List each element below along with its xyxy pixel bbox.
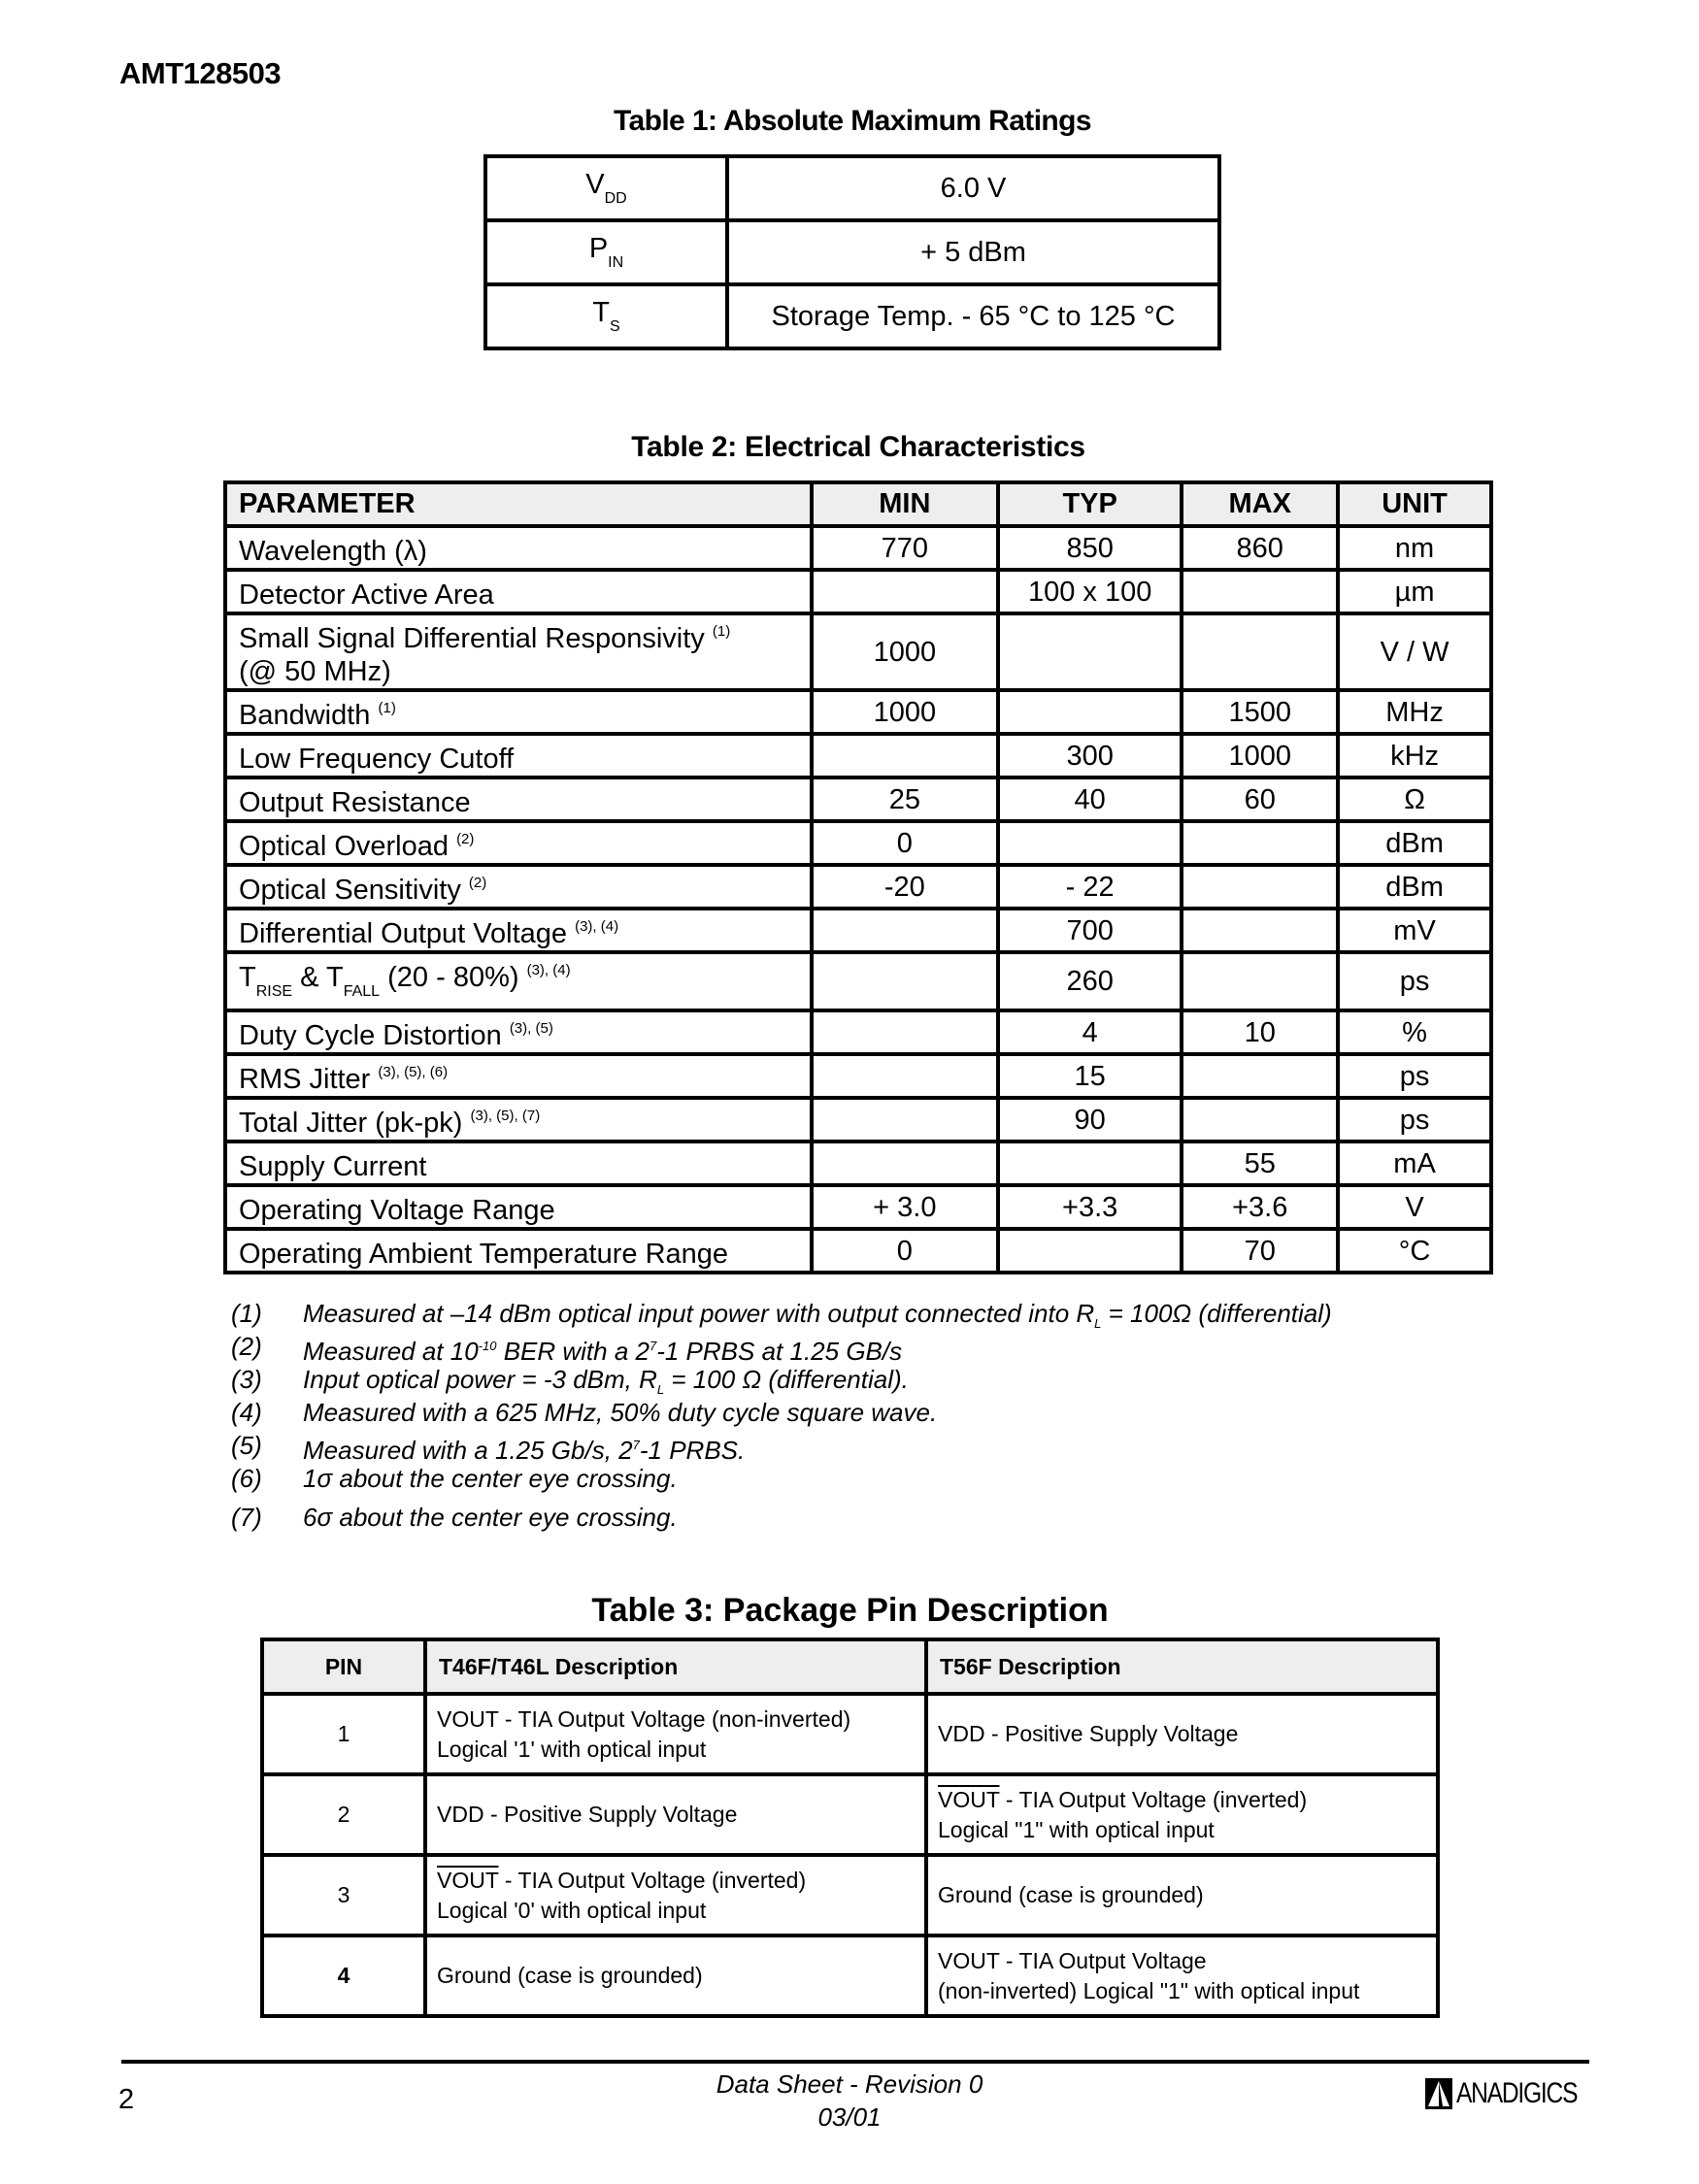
description-line1: - TIA Output Voltage (inverted) — [999, 1786, 1308, 1812]
param-text: Optical Overload — [239, 831, 449, 862]
footnote-ref: (3), (4) — [575, 918, 619, 935]
text: Input optical power = -3 dBm, R — [303, 1365, 657, 1394]
description-line1: VOUT - TIA Output Voltage — [938, 1947, 1207, 1973]
footnote — [231, 1330, 1332, 1366]
typ-cell: 700 — [998, 909, 1182, 952]
unit-cell: mV — [1338, 909, 1491, 952]
max-cell: +3.6 — [1182, 1185, 1338, 1229]
footnote-text — [303, 1330, 903, 1366]
table-row — [225, 909, 1491, 952]
header-t56-description: T56F Description — [926, 1639, 1438, 1694]
unit-cell: µm — [1338, 570, 1491, 613]
footnote-ref: (3), (5), (6) — [378, 1064, 449, 1080]
param-text: & T — [292, 962, 344, 993]
t46-description-cell — [425, 1774, 926, 1855]
table-row — [225, 865, 1491, 909]
parameter-cell — [225, 1229, 812, 1273]
table-row — [225, 1142, 1491, 1185]
table-row — [262, 1774, 1438, 1855]
typ-cell — [998, 1142, 1182, 1185]
typ-cell — [998, 1229, 1182, 1273]
pin-number-cell: 4 — [262, 1936, 425, 2016]
max-cell — [1182, 821, 1338, 865]
pin-number-cell: 3 — [262, 1855, 425, 1936]
min-cell: + 3.0 — [812, 1185, 998, 1229]
unit-cell: MHz — [1338, 690, 1491, 734]
logo-triangle-icon — [1425, 2078, 1452, 2109]
parameter-cell — [225, 778, 812, 821]
t56-description-cell — [926, 1774, 1438, 1855]
min-cell: 1000 — [812, 690, 998, 734]
max-cell: 1000 — [1182, 734, 1338, 778]
table-row — [225, 734, 1491, 778]
header-parameter: PARAMETER — [225, 482, 812, 526]
footnote-text — [303, 1501, 678, 1534]
table-row — [225, 952, 1491, 1010]
min-cell — [812, 952, 998, 1010]
min-cell: 25 — [812, 778, 998, 821]
footnote-number: (6) — [231, 1464, 262, 1493]
description-line1: Ground (case is grounded) — [938, 1882, 1204, 1907]
min-cell: 0 — [812, 1229, 998, 1273]
subscript: L — [656, 1382, 665, 1397]
max-cell: 10 — [1182, 1010, 1338, 1054]
max-cell: 70 — [1182, 1229, 1338, 1273]
unit-cell: Ω — [1338, 778, 1491, 821]
param-text: Supply Current — [239, 1151, 427, 1182]
description-line1: VOUT - TIA Output Voltage (non-inverted) — [437, 1705, 851, 1732]
description-line1: VDD - Positive Supply Voltage — [938, 1721, 1239, 1746]
unit-cell: V — [1338, 1185, 1491, 1229]
param-text: Total Jitter (pk-pk) — [239, 1108, 463, 1139]
unit-cell: kHz — [1338, 734, 1491, 778]
typ-cell: +3.3 — [998, 1185, 1182, 1229]
footnote — [231, 1429, 1332, 1465]
max-cell — [1182, 909, 1338, 952]
revision-date: 03/01 — [817, 2102, 882, 2132]
absolute-max-ratings-table — [483, 154, 1221, 350]
text: Measured at 10 — [303, 1337, 479, 1366]
t46-description-cell — [425, 1855, 926, 1936]
table-row — [262, 1855, 1438, 1936]
symbol-subscript: S — [610, 318, 620, 335]
footnote-number: (1) — [231, 1299, 262, 1328]
pin-number-cell: 1 — [262, 1694, 425, 1774]
footnote-text — [303, 1363, 909, 1396]
typ-cell: 15 — [998, 1054, 1182, 1098]
parameter-cell — [225, 1010, 812, 1054]
text: Measured with a 625 MHz, 50% duty cycle square wave. — [303, 1398, 938, 1427]
description-line2: Logical '0' with optical input — [437, 1897, 707, 1923]
param-text: Differential Output Voltage — [239, 918, 568, 949]
typ-cell: 4 — [998, 1010, 1182, 1054]
unit-cell: dBm — [1338, 865, 1491, 909]
table-row — [225, 1185, 1491, 1229]
page-number: 2 — [118, 2084, 135, 2115]
package-pin-description-table — [260, 1638, 1440, 2018]
footnote-number: (5) — [231, 1431, 262, 1460]
unit-cell: mA — [1338, 1142, 1491, 1185]
param-text: Low Frequency Cutoff — [239, 744, 515, 775]
unit-cell: nm — [1338, 526, 1491, 570]
param-text: Operating Ambient Temperature Range — [239, 1239, 729, 1270]
typ-cell: 300 — [998, 734, 1182, 778]
max-cell: 1500 — [1182, 690, 1338, 734]
min-cell — [812, 734, 998, 778]
text: -1 PRBS. — [639, 1436, 746, 1465]
footer-revision — [583, 2068, 1116, 2134]
footnote — [231, 1396, 1332, 1429]
text: = 100 Ω (differential). — [664, 1365, 909, 1394]
description-line1: VDD - Positive Supply Voltage — [437, 1802, 738, 1827]
footnote-number: (7) — [231, 1503, 262, 1532]
description-line1: - TIA Output Voltage (inverted) — [498, 1867, 807, 1893]
parameter-cell — [225, 613, 812, 690]
table-row — [485, 284, 1219, 348]
footnote-ref: (3), (5), (7) — [470, 1108, 541, 1124]
parameter-cell — [225, 690, 812, 734]
footnote — [231, 1363, 1332, 1396]
table-row — [485, 156, 1219, 220]
table-row — [485, 220, 1219, 284]
footnote-ref: (3), (4) — [526, 962, 571, 978]
parameter-cell — [225, 821, 812, 865]
table-row — [262, 1694, 1438, 1774]
value-cell: Storage Temp. - 65 °C to 125 °C — [727, 284, 1219, 348]
param-text: Output Resistance — [239, 787, 471, 818]
superscript: 7 — [649, 1339, 657, 1353]
param-symbol: T — [239, 962, 256, 993]
t56-description-cell — [926, 1694, 1438, 1774]
document-title: AMT128503 — [119, 56, 282, 90]
typ-cell — [998, 613, 1182, 690]
table-row — [225, 1054, 1491, 1098]
t46-description-cell — [425, 1936, 926, 2016]
parameter-cell — [225, 1054, 812, 1098]
text: Measured with a 1.25 Gb/s, 2 — [303, 1436, 633, 1465]
symbol: V — [585, 169, 605, 200]
company-logo — [1425, 2077, 1604, 2110]
header-t46-description: T46F/T46L Description — [425, 1639, 926, 1694]
parameter-cell — [225, 865, 812, 909]
symbol: T — [592, 297, 611, 328]
table-row — [225, 570, 1491, 613]
parameter-cell — [225, 1098, 812, 1142]
footer-divider — [121, 2060, 1589, 2064]
table1-caption: Table 1: Absolute Maximum Ratings — [614, 105, 1091, 137]
table-row — [225, 690, 1491, 734]
unit-cell: °C — [1338, 1229, 1491, 1273]
max-cell — [1182, 570, 1338, 613]
param-text: RMS Jitter — [239, 1064, 371, 1095]
revision-label: Data Sheet - Revision 0 — [716, 2069, 983, 2099]
table-row — [225, 778, 1491, 821]
max-cell — [1182, 1098, 1338, 1142]
footnote-text — [303, 1396, 937, 1429]
footnote-ref: (1) — [712, 623, 731, 640]
header-pin: PIN — [262, 1639, 425, 1694]
logo-text: ANADIGICS — [1456, 2077, 1578, 2109]
min-cell — [812, 1054, 998, 1098]
footnote-text — [303, 1462, 678, 1495]
footnote-ref: (2) — [468, 875, 487, 891]
param-text: Duty Cycle Distortion — [239, 1020, 502, 1051]
text: BER with a 2 — [496, 1337, 650, 1366]
param-text: Operating Voltage Range — [239, 1195, 555, 1226]
superscript: 7 — [632, 1438, 640, 1452]
table-header-row — [262, 1639, 1438, 1694]
value-cell: 6.0 V — [727, 156, 1219, 220]
typ-cell: 850 — [998, 526, 1182, 570]
typ-cell: 100 x 100 — [998, 570, 1182, 613]
table-row — [225, 613, 1491, 690]
unit-cell: ps — [1338, 1098, 1491, 1142]
param-text: Small Signal Differential Responsivity — [239, 623, 705, 654]
signal-name-inverted: VOUT — [938, 1786, 1000, 1812]
min-cell — [812, 1142, 998, 1185]
symbol-cell — [485, 284, 727, 348]
param-text: Bandwidth — [239, 700, 371, 731]
min-cell: -20 — [812, 865, 998, 909]
text: 6σ about the center eye crossing. — [303, 1503, 678, 1532]
symbol-cell — [485, 220, 727, 284]
unit-cell: V / W — [1338, 613, 1491, 690]
min-cell: 1000 — [812, 613, 998, 690]
parameter-cell — [225, 1185, 812, 1229]
superscript: -10 — [478, 1339, 497, 1353]
footnote-number: (3) — [231, 1365, 262, 1394]
description-line2: Logical '1' with optical input — [437, 1736, 707, 1762]
max-cell: 860 — [1182, 526, 1338, 570]
table2-caption: Table 2: Electrical Characteristics — [631, 431, 1085, 463]
description-line1: Ground (case is grounded) — [437, 1963, 703, 1988]
symbol-cell — [485, 156, 727, 220]
header-typ: TYP — [998, 482, 1182, 526]
param-subscript: FALL — [343, 983, 381, 1000]
table-header-row — [225, 482, 1491, 526]
subscript: L — [1094, 1316, 1102, 1331]
max-cell — [1182, 1054, 1338, 1098]
parameter-cell — [225, 570, 812, 613]
signal-name-inverted: VOUT — [437, 1867, 499, 1893]
param-text-line2: (@ 50 MHz) — [239, 656, 391, 687]
footnote-ref: (2) — [456, 831, 475, 847]
param-text: (20 - 80%) — [380, 962, 527, 993]
footnote-ref: (1) — [378, 700, 396, 716]
table3-caption: Table 3: Package Pin Description — [591, 1592, 1109, 1629]
typ-cell: - 22 — [998, 865, 1182, 909]
param-text: Wavelength (λ) — [239, 536, 427, 567]
typ-cell: 40 — [998, 778, 1182, 821]
table-row — [225, 526, 1491, 570]
parameter-cell — [225, 526, 812, 570]
header-unit: UNIT — [1338, 482, 1491, 526]
footnote-text — [303, 1429, 746, 1465]
table-row — [262, 1936, 1438, 2016]
value-cell: + 5 dBm — [727, 220, 1219, 284]
min-cell — [812, 1010, 998, 1054]
typ-cell — [998, 821, 1182, 865]
electrical-characteristics-table — [223, 480, 1493, 1274]
symbol-subscript: IN — [608, 254, 624, 271]
max-cell: 60 — [1182, 778, 1338, 821]
footnote-text — [303, 1297, 1332, 1330]
text: Measured at –14 dBm optical input power with output connected into R — [303, 1299, 1095, 1328]
unit-cell: ps — [1338, 1054, 1491, 1098]
footnote-ref: (3), (5) — [509, 1020, 553, 1037]
text: = 100Ω (differential) — [1101, 1299, 1332, 1328]
param-subscript: RISE — [255, 983, 293, 1000]
description-line2: (non-inverted) Logical "1" with optical input — [938, 1977, 1360, 2003]
table-row — [225, 821, 1491, 865]
footnote — [231, 1297, 1332, 1330]
footnotes — [231, 1297, 1332, 1534]
typ-cell — [998, 690, 1182, 734]
unit-cell: % — [1338, 1010, 1491, 1054]
symbol-subscript: DD — [604, 190, 627, 207]
min-cell: 770 — [812, 526, 998, 570]
text: -1 PRBS at 1.25 GB/s — [656, 1337, 903, 1366]
text: 1σ about the center eye crossing. — [303, 1464, 678, 1493]
param-text: Optical Sensitivity — [239, 875, 461, 906]
t46-description-cell — [425, 1694, 926, 1774]
table-row — [225, 1010, 1491, 1054]
typ-cell: 260 — [998, 952, 1182, 1010]
table-row — [225, 1229, 1491, 1273]
footnote-number: (2) — [231, 1332, 262, 1361]
min-cell — [812, 909, 998, 952]
min-cell — [812, 570, 998, 613]
min-cell — [812, 1098, 998, 1142]
unit-cell: dBm — [1338, 821, 1491, 865]
header-min: MIN — [812, 482, 998, 526]
t56-description-cell — [926, 1855, 1438, 1936]
parameter-cell — [225, 909, 812, 952]
typ-cell: 90 — [998, 1098, 1182, 1142]
min-cell: 0 — [812, 821, 998, 865]
pin-number-cell: 2 — [262, 1774, 425, 1855]
footnote — [231, 1462, 1332, 1495]
footnote-number: (4) — [231, 1398, 262, 1427]
description-line2: Logical "1" with optical input — [938, 1816, 1215, 1842]
max-cell — [1182, 865, 1338, 909]
param-text: Detector Active Area — [239, 579, 494, 611]
footnote — [231, 1501, 1332, 1534]
header-max: MAX — [1182, 482, 1338, 526]
unit-cell: ps — [1338, 952, 1491, 1010]
symbol: P — [588, 233, 609, 264]
max-cell — [1182, 613, 1338, 690]
max-cell: 55 — [1182, 1142, 1338, 1185]
t56-description-cell — [926, 1936, 1438, 2016]
max-cell — [1182, 952, 1338, 1010]
parameter-cell — [225, 1142, 812, 1185]
table-row — [225, 1098, 1491, 1142]
parameter-cell — [225, 734, 812, 778]
parameter-cell — [225, 952, 812, 1010]
